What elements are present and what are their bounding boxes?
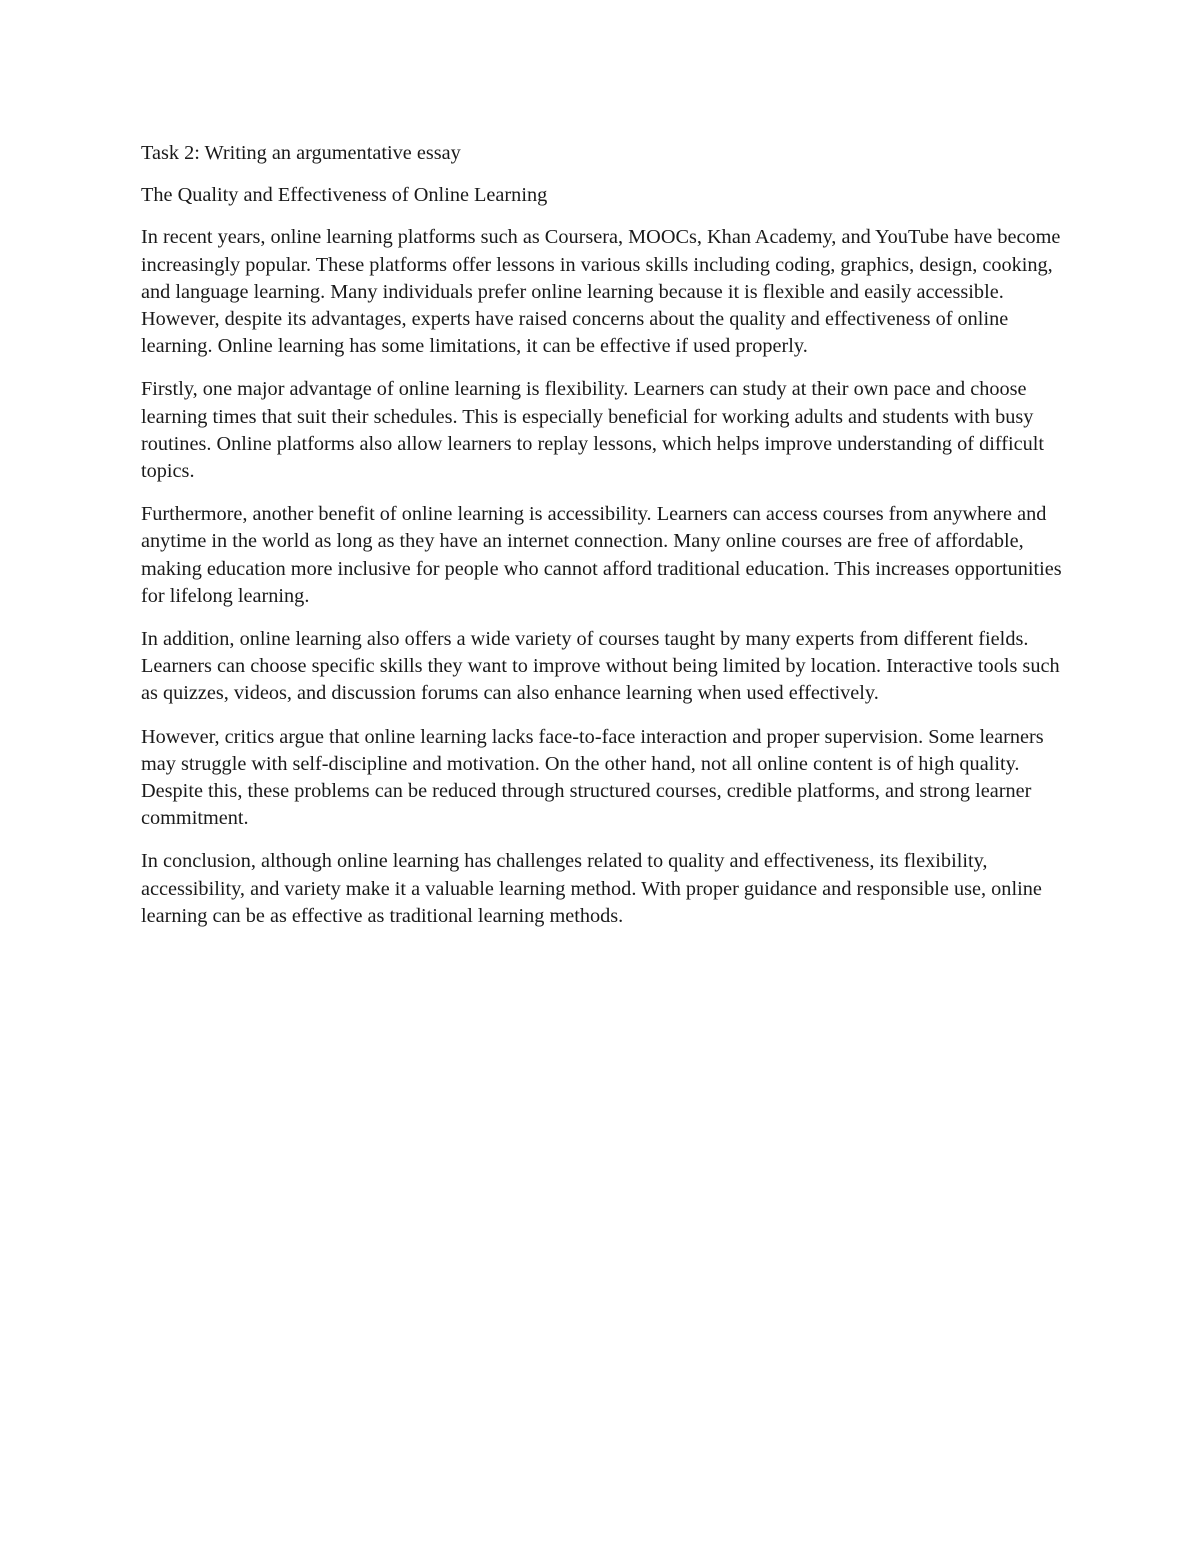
essay-body bbox=[141, 140, 1066, 946]
paragraph-conclusion: In conclusion, although online learning has challenges related to quality and effectiveness, its flexibility, accessibility, and variety make it a valuable learning method. With proper guidance and responsible use, online learning can be as effective as traditional learning methods. bbox=[141, 850, 1042, 927]
paragraph-accessibility: Furthermore, another benefit of online learning is accessibility. Learners can access courses from anywhere and anytime in the world as long as they have an internet connection. Many online courses are free of affordable, making education more inclusive for people who cannot afford traditional education. This increases opportunities for lifelong learning. bbox=[141, 503, 1062, 607]
paragraph-counterargument: However, critics argue that online learning lacks face-to-face interaction and proper supervision. Some learners may struggle with self-discipline and motivation. On the other hand, not all online content is of high quality. Despite this, these problems can be reduced through structured courses, credible platforms, and strong learner commitment. bbox=[141, 725, 1044, 830]
paragraph-variety: In addition, online learning also offers a wide variety of courses taught by many experts from different fields. Learners can choose specific skills they want to improve without being limited by location. Interactive tools such as quizzes, videos, and discussion forums can also enhance learning when used effectively. bbox=[141, 628, 1060, 705]
essay-title: The Quality and Effectiveness of Online Learning bbox=[141, 184, 548, 207]
task-heading: Task 2: Writing an argumentative essay bbox=[141, 142, 461, 164]
paragraph-flexibility: Firstly, one major advantage of online learning is flexibility. Learners can study at their own pace and choose learning times that suit their schedules. This is especially beneficial for working adults and students with busy routines. Online platforms also allow learners to replay lessons, which helps improve understanding of difficult topics. bbox=[141, 378, 1045, 483]
paragraph-introduction: In recent years, online learning platforms such as Coursera, MOOCs, Khan Academy, and YouTube have become increasingly popular. These platforms offer lessons in various skills including coding, graphics, design, cooking, and language learning. Many individuals prefer online learning because it is flexible and easily accessible. However, despite its advantages, experts have raised concerns about the quality and effectiveness of online learning. Online learning has some limitations, it can be effective if used properly. bbox=[141, 226, 1061, 358]
